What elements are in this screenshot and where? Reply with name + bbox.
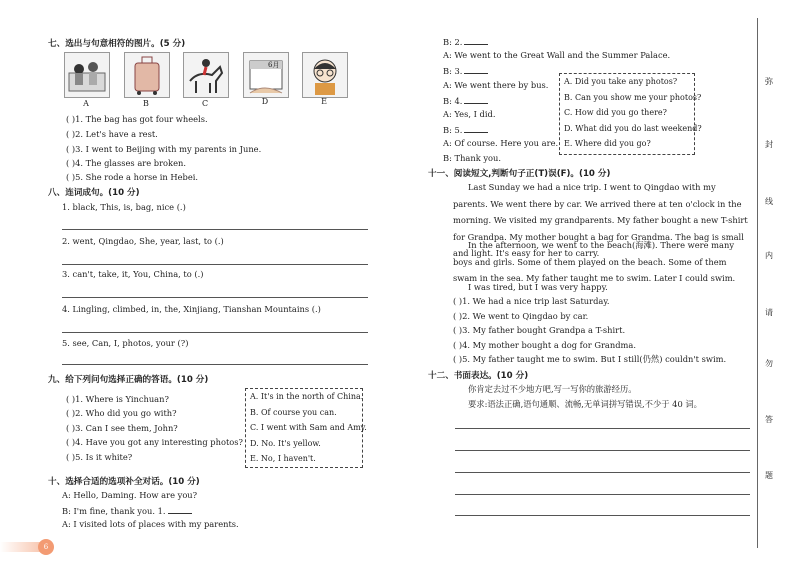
s7-item-2: ( )2. Let's have a rest. — [66, 129, 158, 139]
s9-option-c: C. I went with Sam and Amy. — [250, 423, 367, 432]
section-9-title: 九、给下列问句选择正确的答语。(10 分) — [48, 375, 209, 385]
writing-line-3[interactable] — [455, 472, 750, 473]
s8-answer-line-2[interactable] — [62, 264, 368, 265]
side-char-1: 弥 — [765, 77, 773, 86]
s10-right-5-text: B: 4. — [443, 96, 463, 106]
s12-instruction-2: 要求:语法正确,语句通顺、流畅,无单词拼写错误,不少于 40 词。 — [468, 399, 702, 409]
writing-line-2[interactable] — [455, 450, 750, 451]
section-8-title: 八、连词成句。(10 分) — [48, 188, 140, 198]
s10-option-b: B. Can you show me your photos? — [564, 92, 702, 102]
s10-right-1 — [443, 36, 488, 48]
s10-blank-1[interactable] — [168, 505, 192, 514]
picture-e-girl-glasses — [302, 52, 348, 98]
s10-right-3-text: B: 3. — [443, 66, 463, 76]
s10-right-3 — [443, 65, 488, 77]
picture-c-horse-rider — [183, 52, 229, 98]
s10-right-7 — [443, 124, 488, 136]
s10-line-2 — [62, 505, 192, 517]
s8-answer-line-4[interactable] — [62, 332, 368, 333]
s8-answer-line-3[interactable] — [62, 297, 368, 298]
s10-blank-5[interactable] — [464, 124, 488, 133]
seal-line — [757, 18, 758, 548]
s10-blank-4[interactable] — [464, 95, 488, 104]
s10-right-1-text: B: 2. — [443, 37, 463, 47]
writing-line-4[interactable] — [455, 494, 750, 495]
s10-line-2-text: B: I'm fine, thank you. 1. — [62, 506, 166, 516]
s8-item-2: 2. went, Qingdao, She, year, last, to (.) — [62, 236, 224, 246]
label-e: E — [321, 97, 327, 106]
s9-options-box — [245, 388, 367, 468]
s10-right-5 — [443, 95, 488, 107]
picture-b-suitcase — [124, 52, 170, 98]
s7-item-1: ( )1. The bag has got four wheels. — [66, 114, 208, 124]
page-number: 6 — [38, 539, 54, 555]
s11-paragraph-3: I was tired, but I was very happy. — [468, 282, 608, 292]
s10-option-a: A. Did you take any photos? — [564, 77, 678, 86]
s9-item-2: ( )2. Who did you go with? — [66, 408, 177, 418]
s9-option-a: A. It's in the north of China. — [250, 392, 364, 401]
s11-item-1: ( )1. We had a nice trip last Saturday. — [453, 296, 610, 306]
s10-options-box — [559, 73, 702, 155]
label-c: C — [201, 99, 209, 108]
label-d: D — [261, 97, 269, 106]
side-char-5: 请 — [765, 308, 773, 317]
s10-right-8: A: Of course. Here you are. — [443, 138, 559, 148]
s9-option-e: E. No, I haven't. — [250, 454, 316, 463]
s9-option-d: D. No. It's yellow. — [250, 438, 321, 448]
s11-item-3: ( )3. My father bought Grandpa a T-shirt. — [453, 325, 626, 335]
side-char-6: 勿 — [765, 359, 773, 368]
label-b: B — [143, 99, 149, 108]
s11-item-4: ( )4. My mother bought a dog for Grandma. — [453, 340, 636, 350]
s11-item-2: ( )2. We went to Qingdao by car. — [453, 311, 589, 321]
s10-line-1: A: Hello, Daming. How are you? — [62, 490, 198, 500]
s7-item-3: ( )3. I went to Beijing with my parents in June. — [66, 144, 262, 154]
s10-option-e: E. Where did you go? — [564, 139, 651, 148]
side-char-4: 内 — [765, 251, 773, 260]
s9-item-1: ( )1. Where is Yinchuan? — [66, 394, 169, 404]
s8-item-1: 1. black, This, is, bag, nice (.) — [62, 202, 186, 212]
s9-item-5: ( )5. Is it white? — [66, 452, 133, 462]
s11-paragraph-2: In the afternoon, we went to the beach(海滩). There were many boys and girls. Some of them played on the beach. Some of them swam in the sea. My father taught me to swim. Later I could swim. — [453, 240, 736, 283]
writing-line-5[interactable] — [455, 515, 750, 516]
s12-instruction-1: 你肯定去过不少地方吧,写一写你的旅游经历。 — [468, 384, 637, 394]
s8-answer-line-5[interactable] — [62, 364, 368, 365]
s11-item-5: ( )5. My father taught me to swim. But I still(仍然) couldn't swim. — [453, 354, 727, 364]
s10-line-3: A: I visited lots of places with my parents. — [62, 519, 239, 529]
s10-option-d: D. What did you do last weekend? — [564, 123, 702, 133]
picture-a-family — [64, 52, 110, 98]
s8-item-5: 5. see, Can, I, photos, your (?) — [62, 338, 189, 348]
s10-right-9: B: Thank you. — [443, 153, 502, 163]
s10-right-4: A: We went there by bus. — [443, 80, 549, 90]
section-7-title: 七、选出与句意相符的图片。(5 分) — [48, 39, 186, 49]
section-11-title: 十一、阅读短文,判断句子正(T)误(F)。(10 分) — [428, 169, 611, 179]
picture-d-calendar — [243, 52, 289, 98]
side-char-2: 封 — [765, 140, 773, 149]
s10-blank-3[interactable] — [464, 65, 488, 74]
calendar-text: 6月 — [268, 61, 280, 69]
section-10-title: 十、选择合适的选项补全对话。(10 分) — [48, 477, 200, 487]
s8-item-3: 3. can't, take, it, You, China, to (.) — [62, 269, 204, 279]
s11-paragraph-1: Last Sunday we had a nice trip. I went to Qingdao with my parents. We went there by car. We arrived there at ten o'clock in the morning. We visited my grandparents. My father bought a new T-shirt for Grandpa. My mother bought a bag for Grandma. The bag is small and light. It's easy for her to carry. — [453, 182, 748, 258]
s10-right-6: A: Yes, I did. — [443, 109, 496, 119]
s9-item-3: ( )3. Can I see them, John? — [66, 423, 178, 433]
s10-blank-2[interactable] — [464, 36, 488, 45]
s9-item-4: ( )4. Have you got any interesting photos? — [66, 437, 243, 447]
s10-right-2: A: We went to the Great Wall and the Summer Palace. — [443, 50, 671, 60]
s8-answer-line-1[interactable] — [62, 229, 368, 230]
writing-line-1[interactable] — [455, 428, 750, 429]
s10-right-7-text: B: 5. — [443, 125, 463, 135]
label-a: A — [83, 99, 89, 108]
s7-item-4: ( )4. The glasses are broken. — [66, 158, 186, 168]
side-char-8: 题 — [765, 471, 773, 480]
side-char-7: 答 — [765, 415, 773, 424]
s8-item-4: 4. Lingling, climbed, in, the, Xinjiang, Tianshan Mountains (.) — [62, 304, 321, 314]
s7-item-5: ( )5. She rode a horse in Hebei. — [66, 172, 199, 182]
s10-option-c: C. How did you go there? — [564, 108, 667, 117]
section-12-title: 十二、书面表达。(10 分) — [428, 371, 529, 381]
page-number-band — [0, 542, 40, 552]
side-char-3: 线 — [765, 197, 773, 206]
s9-option-b: B. Of course you can. — [250, 407, 337, 417]
